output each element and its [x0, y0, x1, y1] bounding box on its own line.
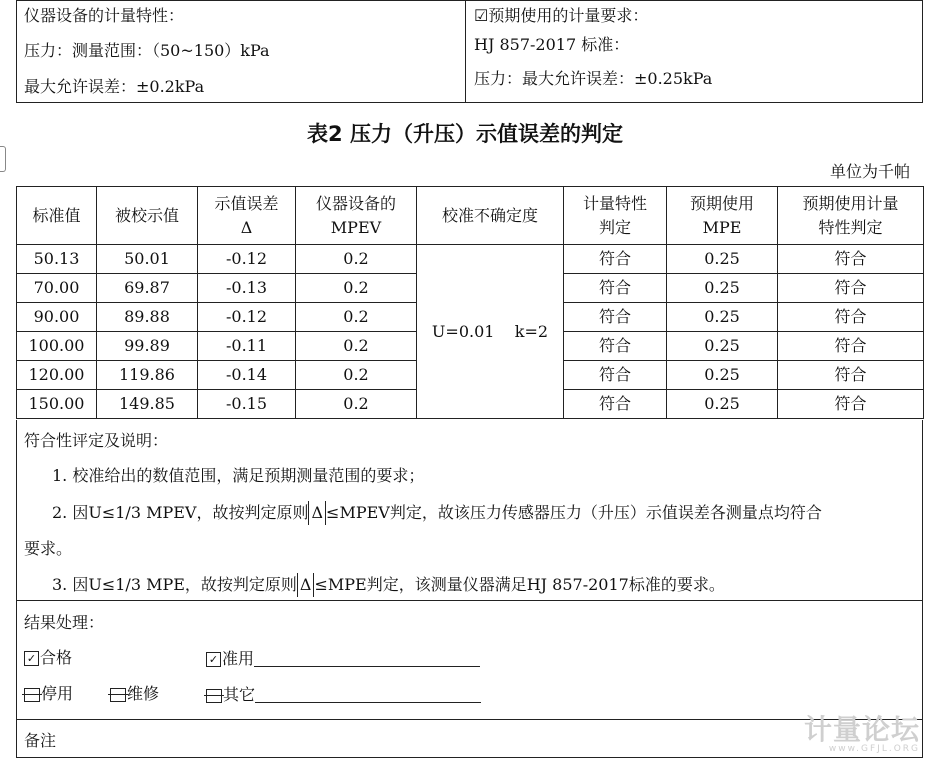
- cell-mpev: 0.2: [296, 361, 417, 390]
- device-spec-heading: 仪器设备的计量特性：: [24, 6, 185, 25]
- cell-error: -0.11: [198, 332, 296, 361]
- cell-judgement: 符合: [564, 390, 667, 419]
- cell-intended-judgement: 符合: [778, 303, 924, 332]
- result-divider: [16, 719, 923, 720]
- cell-mpe: 0.25: [667, 332, 778, 361]
- cell-judgement: 符合: [564, 303, 667, 332]
- cell-error: -0.14: [198, 361, 296, 390]
- table-title: 表2 压力（升压）示值误差的判定: [307, 122, 623, 146]
- checkbox-struck-icon[interactable]: [110, 688, 126, 702]
- top-box-divider: [465, 0, 466, 102]
- header-mpev: 仪器设备的 MPEV: [296, 187, 417, 245]
- result-other-option[interactable]: 其它: [206, 686, 481, 703]
- cell-mpe: 0.25: [667, 361, 778, 390]
- cell-judgement: 符合: [564, 245, 667, 274]
- conformity-heading: 符合性评定及说明：: [24, 431, 169, 450]
- cell-mpev: 0.2: [296, 274, 417, 303]
- table-header-row: [17, 187, 924, 245]
- device-pressure-range: 压力：测量范围：（50~150）kPa: [24, 41, 270, 60]
- unit-label: 单位为千帕: [829, 162, 910, 181]
- cell-error: -0.12: [198, 245, 296, 274]
- cell-standard: 70.00: [17, 274, 97, 303]
- header-uncertainty: 校准不确定度: [417, 187, 564, 245]
- delta-abs: Δ: [308, 501, 326, 525]
- result-stop-option[interactable]: 停用: [24, 686, 73, 702]
- cell-intended-judgement: 符合: [778, 245, 924, 274]
- forum-watermark: [803, 713, 920, 754]
- cell-mpe: 0.25: [667, 245, 778, 274]
- conformity-divider: [16, 600, 923, 601]
- table-row: [17, 245, 924, 274]
- header-reading: 被校示值: [97, 187, 198, 245]
- scroll-edge-handle[interactable]: [0, 146, 6, 172]
- cell-mpe: 0.25: [667, 274, 778, 303]
- conformity-item-2-cont: 要求。: [24, 539, 73, 558]
- checkbox-checked-icon[interactable]: ☑: [474, 6, 489, 25]
- remarks-label: 备注: [24, 731, 57, 750]
- cell-standard: 120.00: [17, 361, 97, 390]
- standard-reference: HJ 857-2017 标准：: [474, 35, 630, 54]
- checkbox-checked-icon[interactable]: ✓: [206, 652, 221, 667]
- cell-reading: 89.88: [97, 303, 198, 332]
- cell-error: -0.12: [198, 303, 296, 332]
- cell-intended-judgement: 符合: [778, 274, 924, 303]
- cell-mpe: 0.25: [667, 390, 778, 419]
- header-judgement: 计量特性 判定: [564, 187, 667, 245]
- result-heading: 结果处理：: [24, 613, 105, 632]
- cell-judgement: 符合: [564, 361, 667, 390]
- cell-reading: 149.85: [97, 390, 198, 419]
- intended-use-label: 预期使用的计量要求：: [488, 6, 649, 25]
- header-intended-judgement: 预期使用计量 特性判定: [778, 187, 924, 245]
- cell-standard: 150.00: [17, 390, 97, 419]
- checkbox-struck-icon[interactable]: [24, 688, 40, 702]
- intended-use-heading: [474, 8, 648, 24]
- header-mpe: 预期使用 MPE: [667, 187, 778, 245]
- conformity-item-2: 2. 因U≤1/3 MPEV，故按判定原则 Δ ≤MPEV判定，故该压力传感器压力（升压）示值误差各测量点均符合: [52, 500, 822, 526]
- result-repair-option[interactable]: 维修: [110, 686, 159, 702]
- conformity-item-3: 3. 因U≤1/3 MPE，故按判定原则 Δ ≤MPE判定，该测量仪器满足HJ 857-2017标准的要求。: [52, 572, 725, 598]
- cell-intended-judgement: 符合: [778, 361, 924, 390]
- cell-standard: 50.13: [17, 245, 97, 274]
- lower-box-bottom-border: [16, 757, 923, 758]
- other-fill-line[interactable]: [255, 686, 481, 703]
- header-standard-value: 标准值: [17, 187, 97, 245]
- cell-reading: 69.87: [97, 274, 198, 303]
- top-box-left-border: [16, 0, 17, 102]
- cell-uncertainty: U=0.01 k=2: [417, 245, 564, 419]
- result-allowed-option[interactable]: ✓ 准用: [206, 650, 480, 667]
- cell-standard: 90.00: [17, 303, 97, 332]
- device-max-error: 最大允许误差：±0.2kPa: [24, 77, 205, 96]
- cell-standard: 100.00: [17, 332, 97, 361]
- checkbox-checked-icon[interactable]: ✓: [24, 651, 39, 666]
- cell-error: -0.15: [198, 390, 296, 419]
- cell-mpe: 0.25: [667, 303, 778, 332]
- top-box-right-border: [922, 0, 923, 102]
- cell-mpev: 0.2: [296, 390, 417, 419]
- top-box-top-border: [16, 0, 923, 1]
- cell-mpev: 0.2: [296, 303, 417, 332]
- header-error: 示值误差 Δ: [198, 187, 296, 245]
- cell-judgement: 符合: [564, 332, 667, 361]
- cell-judgement: 符合: [564, 274, 667, 303]
- lower-box-left-border: [16, 420, 17, 758]
- cell-intended-judgement: 符合: [778, 332, 924, 361]
- top-box-bottom-border: [16, 102, 923, 103]
- cell-intended-judgement: 符合: [778, 390, 924, 419]
- intended-max-error: 压力：最大允许误差：±0.25kPa: [474, 69, 713, 88]
- cell-reading: 119.86: [97, 361, 198, 390]
- delta-abs: Δ: [297, 573, 315, 597]
- watermark-title: 计量论坛: [803, 713, 920, 746]
- cell-reading: 99.89: [97, 332, 198, 361]
- conformity-item-1: 1. 校准给出的数值范围，满足预期测量范围的要求；: [52, 466, 425, 485]
- cell-reading: 50.01: [97, 245, 198, 274]
- result-pass-option[interactable]: ✓ 合格: [24, 650, 72, 666]
- checkbox-struck-icon[interactable]: [206, 689, 222, 703]
- pressure-error-table: [16, 186, 924, 419]
- watermark-url: www.GFJL.ORG: [828, 744, 920, 754]
- cell-mpev: 0.2: [296, 245, 417, 274]
- lower-box-right-border: [922, 420, 923, 758]
- allowed-fill-line[interactable]: [254, 650, 480, 667]
- cell-mpev: 0.2: [296, 332, 417, 361]
- cell-error: -0.13: [198, 274, 296, 303]
